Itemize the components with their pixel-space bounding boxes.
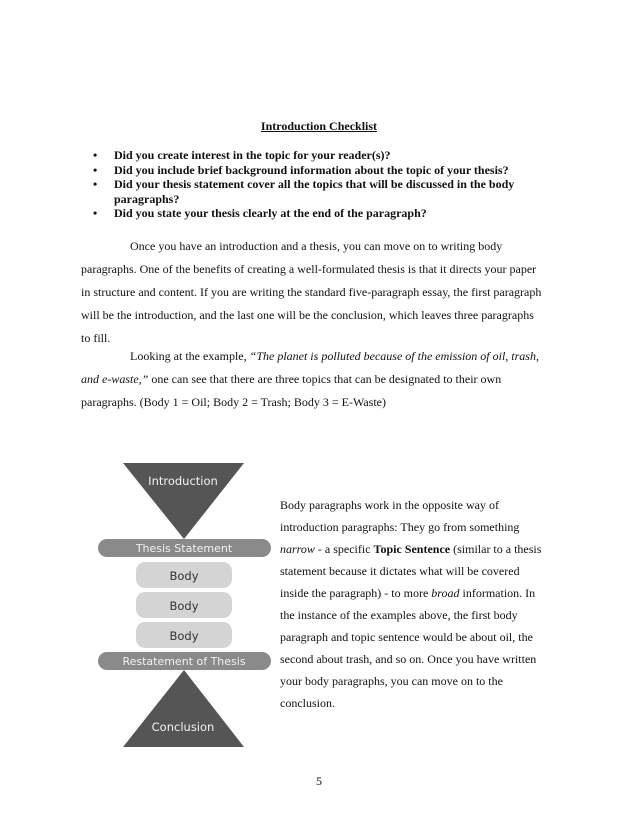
paragraph-2-lead: Looking at the example,: [130, 349, 250, 363]
checklist-item-text: Did you include brief background information about the topic of your thesis?: [114, 162, 509, 177]
example-quote: “The planet is polluted because of the emission of oil, trash, and e-waste,”: [81, 349, 539, 386]
body-label-2: Body: [169, 599, 199, 613]
page-number: 5: [316, 774, 322, 788]
topic-sentence-term: Topic Sentence: [373, 542, 451, 556]
conclusion-funnel: [123, 670, 244, 747]
checklist-item: [93, 148, 543, 163]
body-paragraph-1: [81, 235, 545, 350]
checklist-item: [93, 177, 543, 206]
bullet-icon: •: [93, 206, 98, 220]
thesis-statement-label: Thesis Statement: [135, 542, 233, 555]
checklist-item-text: Did you create interest in the topic for your reader(s)?: [114, 148, 391, 162]
body-paragraph-2: [81, 345, 545, 414]
explanation-text: Body paragraphs work in the opposite way of introduction paragraphs: They go from something: [280, 498, 520, 534]
bullet-icon: •: [93, 177, 98, 191]
body-label-3: Body: [169, 629, 199, 643]
narrow-term: narrow: [280, 542, 315, 556]
checklist-item-text: Did you state your thesis clearly at the end of the paragraph?: [114, 206, 427, 220]
checklist-item: [93, 206, 543, 221]
essay-structure-diagram: [96, 463, 271, 748]
checklist-item-text: Did your thesis statement cover all the topics that will be discussed in the body paragraphs?: [114, 177, 515, 206]
checklist-item: [93, 163, 543, 178]
restatement-label: Restatement of Thesis: [122, 655, 246, 668]
paragraph-1-text: Once you have an introduction and a thesis, you can move on to writing body paragraphs. One of the benefits of creating a well-formulated thesis is that it directs your paper in structure and content. If you are writing the standard five-paragraph essay, the first paragraph will be the introduction, and the last one will be the conclusion, which leaves three paragraphs to fill.: [81, 239, 542, 345]
broad-term: broad: [431, 586, 460, 600]
explanation-text: - a specific: [314, 542, 374, 556]
paragraph-2-rest: one can see that there are three topics that can be designated to their own paragraphs. (Body 1 = Oil; Body 2 = Trash; Body 3 = E-Waste): [81, 372, 502, 409]
body-label-1: Body: [169, 569, 199, 583]
introduction-label: Introduction: [148, 474, 218, 488]
explanation-text: (similar to a thesis statement because it dictates what will be covered inside the paragraph) - to more: [280, 542, 542, 600]
checklist-list: [93, 148, 543, 221]
bullet-icon: •: [93, 148, 98, 162]
bullet-icon: •: [93, 162, 98, 177]
explanation-text: information. In the instance of the examples above, the first body paragraph and topic sentence would be about oil, the second about trash, and so on. Once you have written your body paragraphs, you can move on to the conclusion.: [280, 586, 537, 710]
diagram-explanation: [280, 494, 545, 714]
checklist-title: Introduction Checklist: [260, 119, 378, 133]
conclusion-label: Conclusion: [151, 720, 215, 734]
